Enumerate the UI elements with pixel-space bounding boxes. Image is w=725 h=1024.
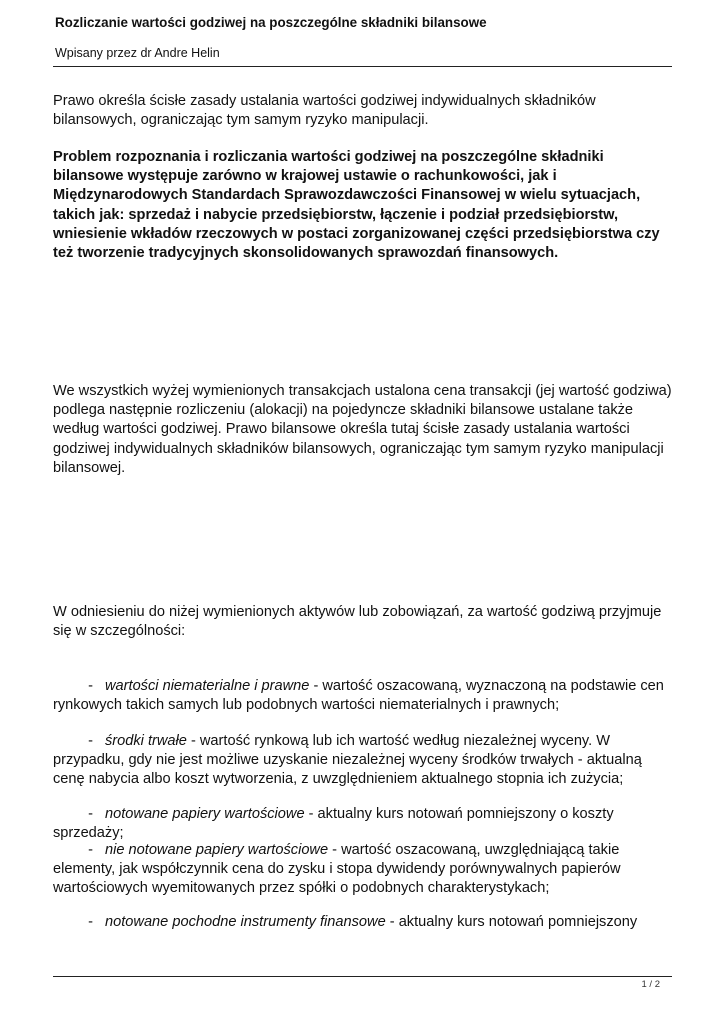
list-item: [53, 841, 675, 899]
list-dash: -: [88, 914, 93, 930]
list-intro-paragraph: W odniesieniu do niżej wymienionych aktywów lub zobowiązań, za wartość godziwą przyjmuje się w szczególności:: [53, 604, 662, 640]
allocation-paragraph: We wszystkich wyżej wymienionych transakcjach ustalona cena transakcji (jej wartość godziwa) podlega następnie rozliczeniu (alokacji) na pojedyncze składniki bilansowe ustalane także według wartości godziwej. Prawo bilansowe określa tutaj ścisłe zasady ustalania wartości godziwej indywidualnych składników bilansowych, ograniczając tym samym ryzyko manipulacji bilansowej.: [53, 383, 672, 476]
list-item: [53, 913, 675, 932]
list-item-term: nie notowane papiery wartościowe: [105, 842, 329, 858]
list-item-term: środki trwałe: [105, 733, 187, 749]
list-item-text: - wartość oszacowaną, uwzględniającą takie elementy, jak współczynnik cena do zysku i stopa dywidendy porównywalnych papierów wartościowych wyemitowanych przez spółki o podobnych charakterystykach;: [53, 842, 621, 897]
bold-paragraph: Problem rozpoznania i rozliczania wartości godziwej na poszczególne składniki bilansowe występuje zarówno w krajowej ustawie o rachunkowości, jak i Międzynarodowych Standardach Sprawozdawczości Finansowej w wielu sytuacjach, takich jak: sprzedaż i nabycie przedsiębiorstw, łączenie i podział przedsiębiorstw, wniesienie wkładów rzeczowych w postaci zorganizowanej części przedsiębiorstwa czy też tworzenie tradycyjnych skonsolidowanych sprawozdań finansowych.: [53, 149, 660, 262]
list-item-term: notowane papiery wartościowe: [105, 806, 305, 822]
page-number: 1 / 2: [641, 979, 660, 990]
list-item-text: - aktualny kurs notowań pomniejszony o koszty sprzedaży;: [53, 806, 614, 842]
list-item-text: - wartość oszacowaną, wyznaczoną na podstawie cen rynkowych takich samych lub podobnych wartości niematerialnych i prawnych;: [53, 678, 664, 714]
list-item: [53, 677, 675, 715]
list-dash: -: [88, 806, 93, 822]
list-item-term: notowane pochodne instrumenty finansowe: [105, 914, 386, 930]
list-dash: -: [88, 842, 93, 858]
list-dash: -: [88, 678, 93, 694]
list-item: [53, 732, 675, 790]
list-item-text: - wartość rynkową lub ich wartość według niezależnej wyceny. W przypadku, gdy nie jest możliwe uzyskanie niezależnej wyceny środków trwałych - aktualną cenę nabycia albo koszt wytworzenia, z uwzględnieniem aktualnego stopnia ich zużycia;: [53, 733, 642, 788]
list-item: [53, 805, 675, 843]
footer-divider: [53, 976, 672, 977]
author-line: Wpisany przez dr Andre Helin: [55, 46, 220, 60]
list-item-text: - aktualny kurs notowań pomniejszony: [385, 914, 638, 930]
document-title: Rozliczanie wartości godziwej na poszczególne składniki bilansowe: [55, 15, 487, 30]
list-item-term: wartości niematerialne i prawne: [105, 678, 310, 694]
list-dash: -: [88, 733, 93, 749]
header-divider: [53, 66, 672, 67]
intro-paragraph: Prawo określa ścisłe zasady ustalania wartości godziwej indywidualnych składników bilansowych, ograniczając tym samym ryzyko manipulacji.: [53, 93, 596, 129]
